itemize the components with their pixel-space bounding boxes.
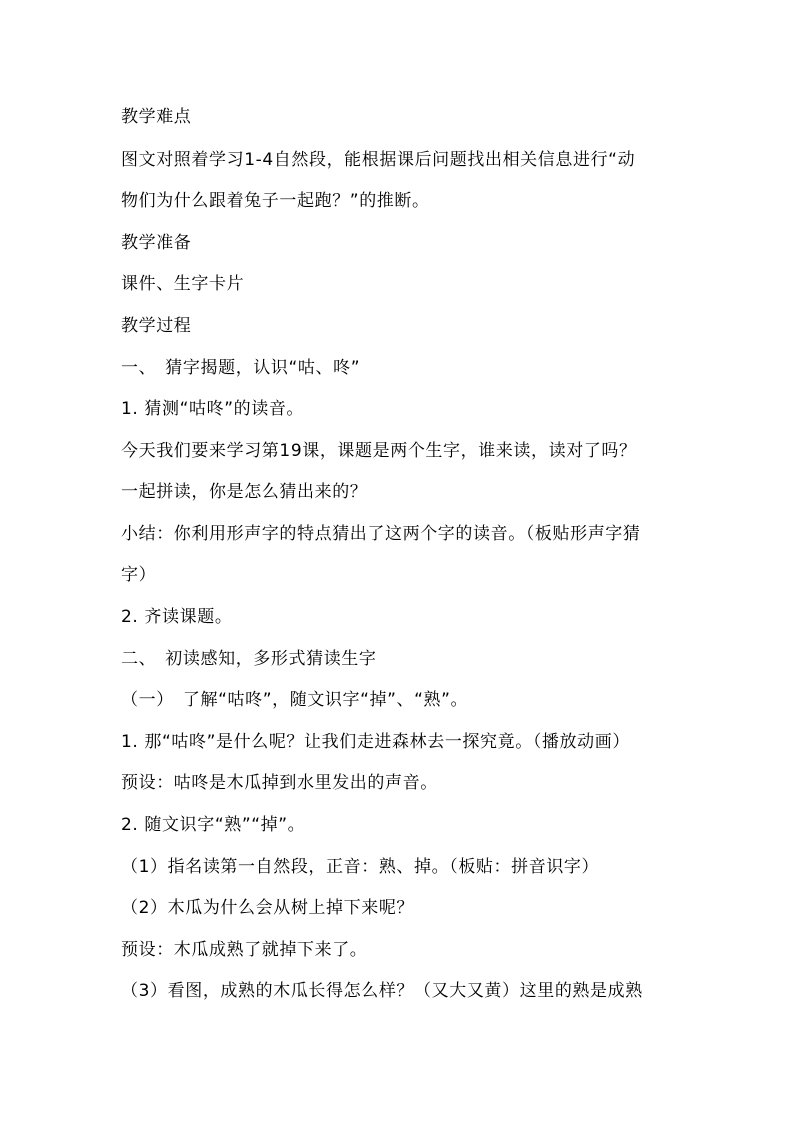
paragraph-line: 预设：木瓜成熟了就掉下来了。 xyxy=(121,940,368,960)
list-item: 1. 猜测“咕咚”的读音。 xyxy=(121,399,305,419)
heading-teaching-difficulty: 教学难点 xyxy=(121,107,192,127)
section-heading-two: 二、 初读感知，多形式猜读生字 xyxy=(121,649,377,669)
paragraph-line: 物们为什么跟着兔子一起跑？”的推断。 xyxy=(121,191,430,211)
paragraph-line: 今天我们要来学习第19课，课题是两个生字，谁来读，读对了吗？ xyxy=(121,441,637,461)
heading-teaching-preparation: 教学准备 xyxy=(121,233,192,253)
paragraph-line: 课件、生字卡片 xyxy=(121,274,245,294)
paragraph-line: 图文对照着学习1-4自然段，能根据课后问题找出相关信息进行“动 xyxy=(121,150,636,170)
paragraph-line: 小结：你利用形声字的特点猜出了这两个字的读音。（板贴形声字猜 xyxy=(121,524,641,544)
list-item: 2. 随文识字“熟”“掉”。 xyxy=(121,815,306,835)
paragraph-line: 字） xyxy=(121,565,157,585)
section-heading-one: 一、 猜字揭题，认识“咕、咚” xyxy=(121,358,361,378)
list-item: （2）木瓜为什么会从树上掉下来呢？ xyxy=(121,898,415,918)
list-item: 2. 齐读课题。 xyxy=(121,607,233,627)
subsection-heading: （一） 了解“咕咚”，随文识字“掉”、“熟”。 xyxy=(121,690,469,710)
list-item: （3）看图，成熟的木瓜长得怎么样？（又大又黄）这里的熟是成熟 xyxy=(121,981,643,1001)
heading-teaching-process: 教学过程 xyxy=(121,316,192,336)
paragraph-line: 预设：咕咚是木瓜掉到水里发出的声音。 xyxy=(121,773,438,793)
list-item: （1）指名读第一自然段，正音：熟、掉。（板贴：拼音识字） xyxy=(121,857,600,877)
paragraph-line: 一起拼读，你是怎么猜出来的？ xyxy=(121,482,368,502)
list-item: 1. 那“咕咚”是什么呢？让我们走进森林去一探究竟。（播放动画） xyxy=(121,732,630,752)
